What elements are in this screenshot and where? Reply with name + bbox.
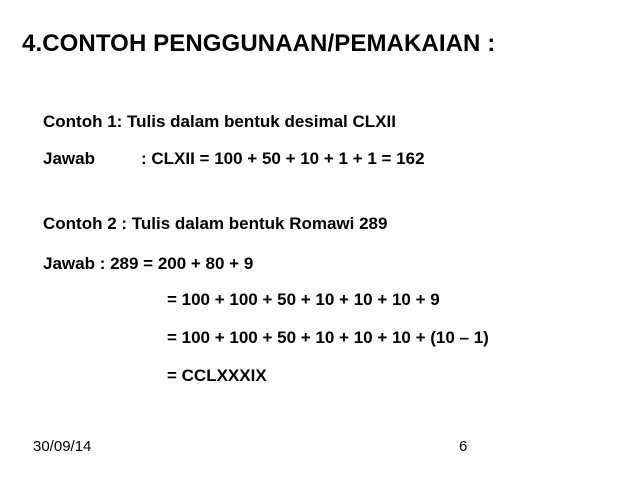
example1-question: Contoh 1: Tulis dalam bentuk desimal CLXII: [43, 112, 396, 131]
example2-question: Contoh 2 : Tulis dalam bentuk Romawi 289: [43, 214, 388, 233]
slide-title: 4.CONTOH PENGGUNAAN/PEMAKAIAN :: [22, 30, 496, 57]
example2-step3: = CCLXXXIX: [167, 366, 267, 385]
example2-step1: = 100 + 100 + 50 + 10 + 10 + 10 + 9: [167, 290, 440, 309]
example2-step2: = 100 + 100 + 50 + 10 + 10 + 10 + (10 – 1): [167, 328, 489, 347]
example1-answer-label: Jawab: [43, 149, 95, 168]
example1-answer: : CLXII = 100 + 50 + 10 + 1 + 1 = 162: [141, 149, 425, 168]
example2-answer: Jawab : 289 = 200 + 80 + 9: [43, 254, 254, 273]
page-number: 6: [459, 438, 468, 455]
slide-date: 30/09/14: [33, 438, 92, 455]
